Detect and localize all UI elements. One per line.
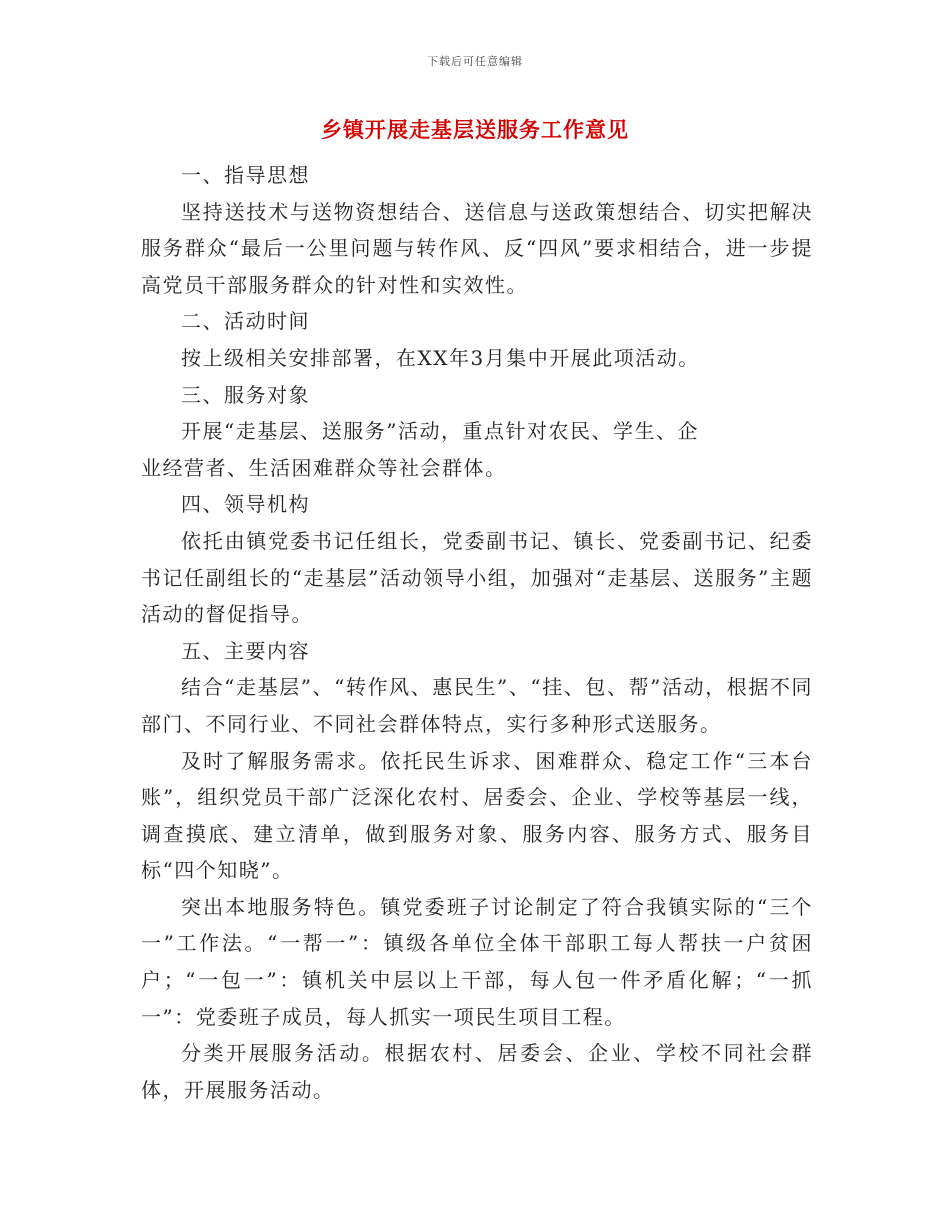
paragraph: 开展“走基层、送服务”活动，重点针对农民、学生、企 xyxy=(181,419,699,444)
paragraph: 及时了解服务需求。依托民生诉求、困难群众、稳定工作“三本台账”，组织党员干部广泛深化农村、居委会、企业、学校等基层一线，调查摸底、建立清单，做到服务对象、服务内容、服务方式、服务目标“四个知晓”。 xyxy=(141,748,813,883)
section-heading: 一、指导思想 xyxy=(181,163,310,187)
paragraph: 依托由镇党委书记任组长，党委副书记、镇长、党委副书记、纪委书记任副组长的“走基层”活动领导小组，加强对“走基层、送服务”主题活动的督促指导。 xyxy=(141,528,813,627)
header-note: 下载后可任意编辑 xyxy=(427,55,523,68)
paragraph: 坚持送技术与送物资想结合、送信息与送政策想结合、切实把解决服务群众“最后一公里问题与转作风、反“四风”要求相结合，进一步提高党员干部服务群众的针对性和实效性。 xyxy=(141,199,813,297)
section-heading: 四、领导机构 xyxy=(181,492,310,517)
section-heading: 三、服务对象 xyxy=(181,382,310,407)
paragraph: 分类开展服务活动。根据农村、居委会、企业、学校不同社会群体，开展服务活动。 xyxy=(141,1041,813,1102)
document-body xyxy=(141,157,813,1108)
section-heading: 二、活动时间 xyxy=(181,309,310,334)
paragraph: 结合“走基层”、“转作风、惠民生”、“挂、包、帮”活动，根据不同部门、不同行业、不同社会群体特点，实行多种形式送服务。 xyxy=(141,675,813,736)
section-heading: 五、主要内容 xyxy=(181,638,310,663)
paragraph: 突出本地服务特色。镇党委班子讨论制定了符合我镇实际的“三个一”工作法。“一帮一”：镇级各单位全体干部职工每人帮扶一户贫困户；“一包一”：镇机关中层以上干部，每人包一件矛盾化解；“一抓一”：党委班子成员，每人抓实一项民生项目工程。 xyxy=(141,894,813,1029)
document-title: 乡镇开展走基层送服务工作意见 xyxy=(321,117,629,142)
paragraph: 业经营者、生活困难群众等社会群体。 xyxy=(141,455,507,480)
paragraph: 按上级相关安排部署，在XX年3月集中开展此项活动。 xyxy=(181,345,700,370)
